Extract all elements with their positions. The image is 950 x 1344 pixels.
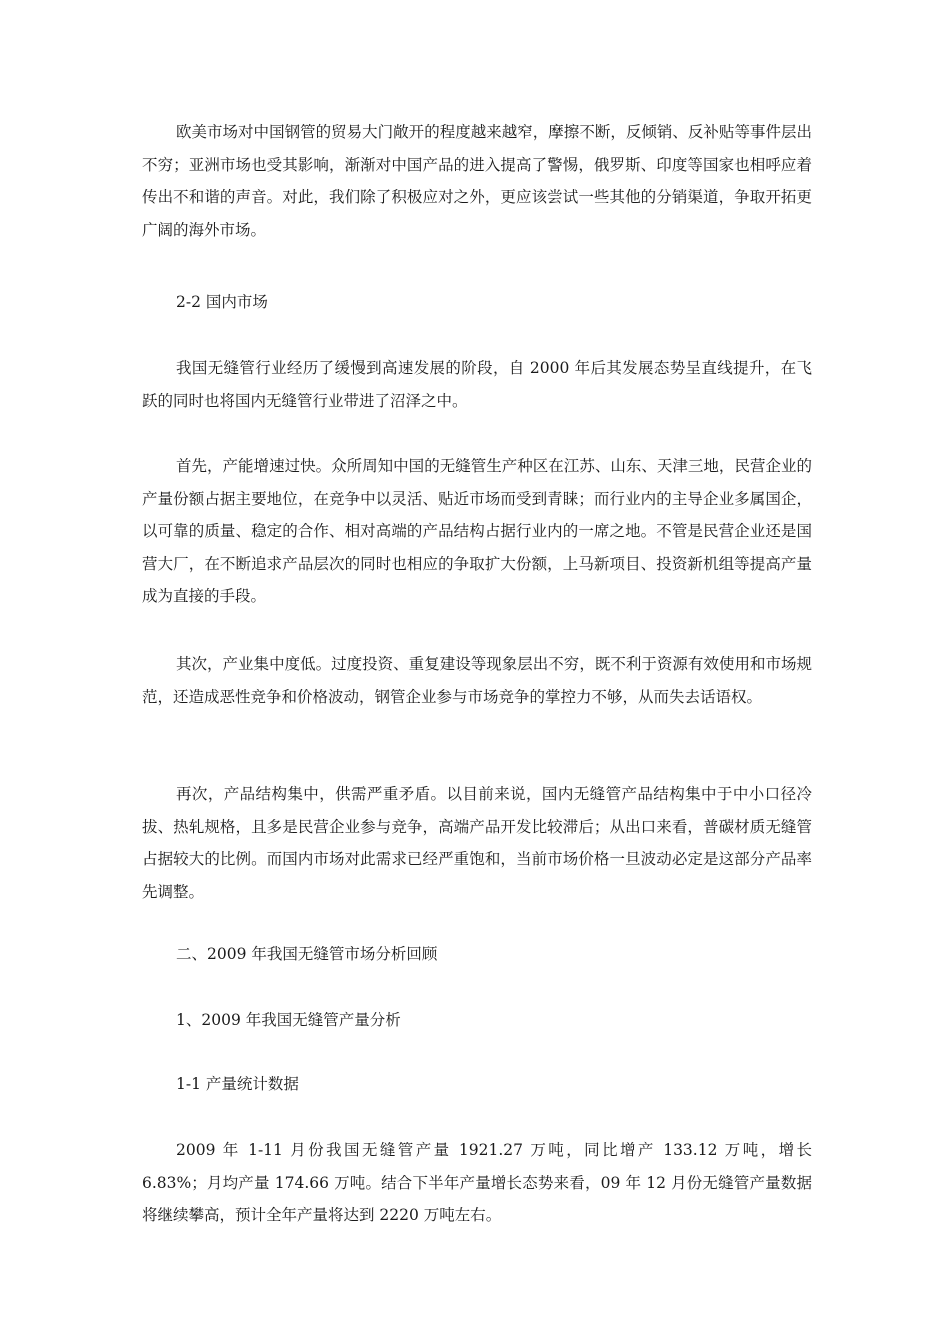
section-heading-production-statistics: 1-1 产量统计数据 xyxy=(176,1075,299,1093)
section-heading-domestic-market: 2-2 国内市场 xyxy=(176,293,268,311)
section-heading-production-analysis: 1、2009 年我国无缝管产量分析 xyxy=(176,1011,401,1029)
paragraph-industry-development: 我国无缝管行业经历了缓慢到高速发展的阶段，自 2000 年后其发展态势呈直线提升，在飞跃的同时也将国内无缝管行业带进了沼泽之中。 xyxy=(142,359,812,410)
section-heading-2009-review: 二、2009 年我国无缝管市场分析回顾 xyxy=(176,945,438,963)
paragraph-low-concentration: 其次，产业集中度低。过度投资、重复建设等现象层出不穷，既不利于资源有效使用和市场规范，还造成恶性竞争和价格波动，钢管企业参与市场竞争的掌控力不够，从而失去话语权。 xyxy=(142,655,812,706)
paragraph-capacity-growth: 首先，产能增速过快。众所周知中国的无缝管生产种区在江苏、山东、天津三地，民营企业的产量份额占据主要地位，在竞争中以灵活、贴近市场而受到青睐；而行业内的主导企业多属国企，以可靠的质量、稳定的合作、相对高端的产品结构占据行业内的一席之地。不管是民营企业还是国营大厂，在不断追求产品层次的同时也相应的争取扩大份额，上马新项目、投资新机组等提高产量成为直接的手段。 xyxy=(142,457,812,605)
paragraph-overseas-market: 欧美市场对中国钢管的贸易大门敞开的程度越来越窄，摩擦不断，反倾销、反补贴等事件层出不穷；亚洲市场也受其影响，渐渐对中国产品的进入提高了警惕，俄罗斯、印度等国家也相呼应着传出不和谐的声音。对此，我们除了积极应对之外，更应该尝试一些其他的分销渠道，争取开拓更广阔的海外市场。 xyxy=(142,123,812,239)
paragraph-production-figures: 2009 年 1-11 月份我国无缝管产量 1921.27 万吨，同比增产 133.12 万吨，增长 6.83%；月均产量 174.66 万吨。结合下半年产量增长态势来看，09 年 12 月份无缝管产量数据将继续攀高，预计全年产量将达到 2220 万吨左右。 xyxy=(142,1141,812,1224)
paragraph-product-structure: 再次，产品结构集中，供需严重矛盾。以目前来说，国内无缝管产品结构集中于中小口径冷拔、热轧规格，且多是民营企业参与竞争，高端产品开发比较滞后；从出口来看，普碳材质无缝管占据较大的比例。而国内市场对此需求已经严重饱和，当前市场价格一旦波动必定是这部分产品率先调整。 xyxy=(142,785,812,901)
